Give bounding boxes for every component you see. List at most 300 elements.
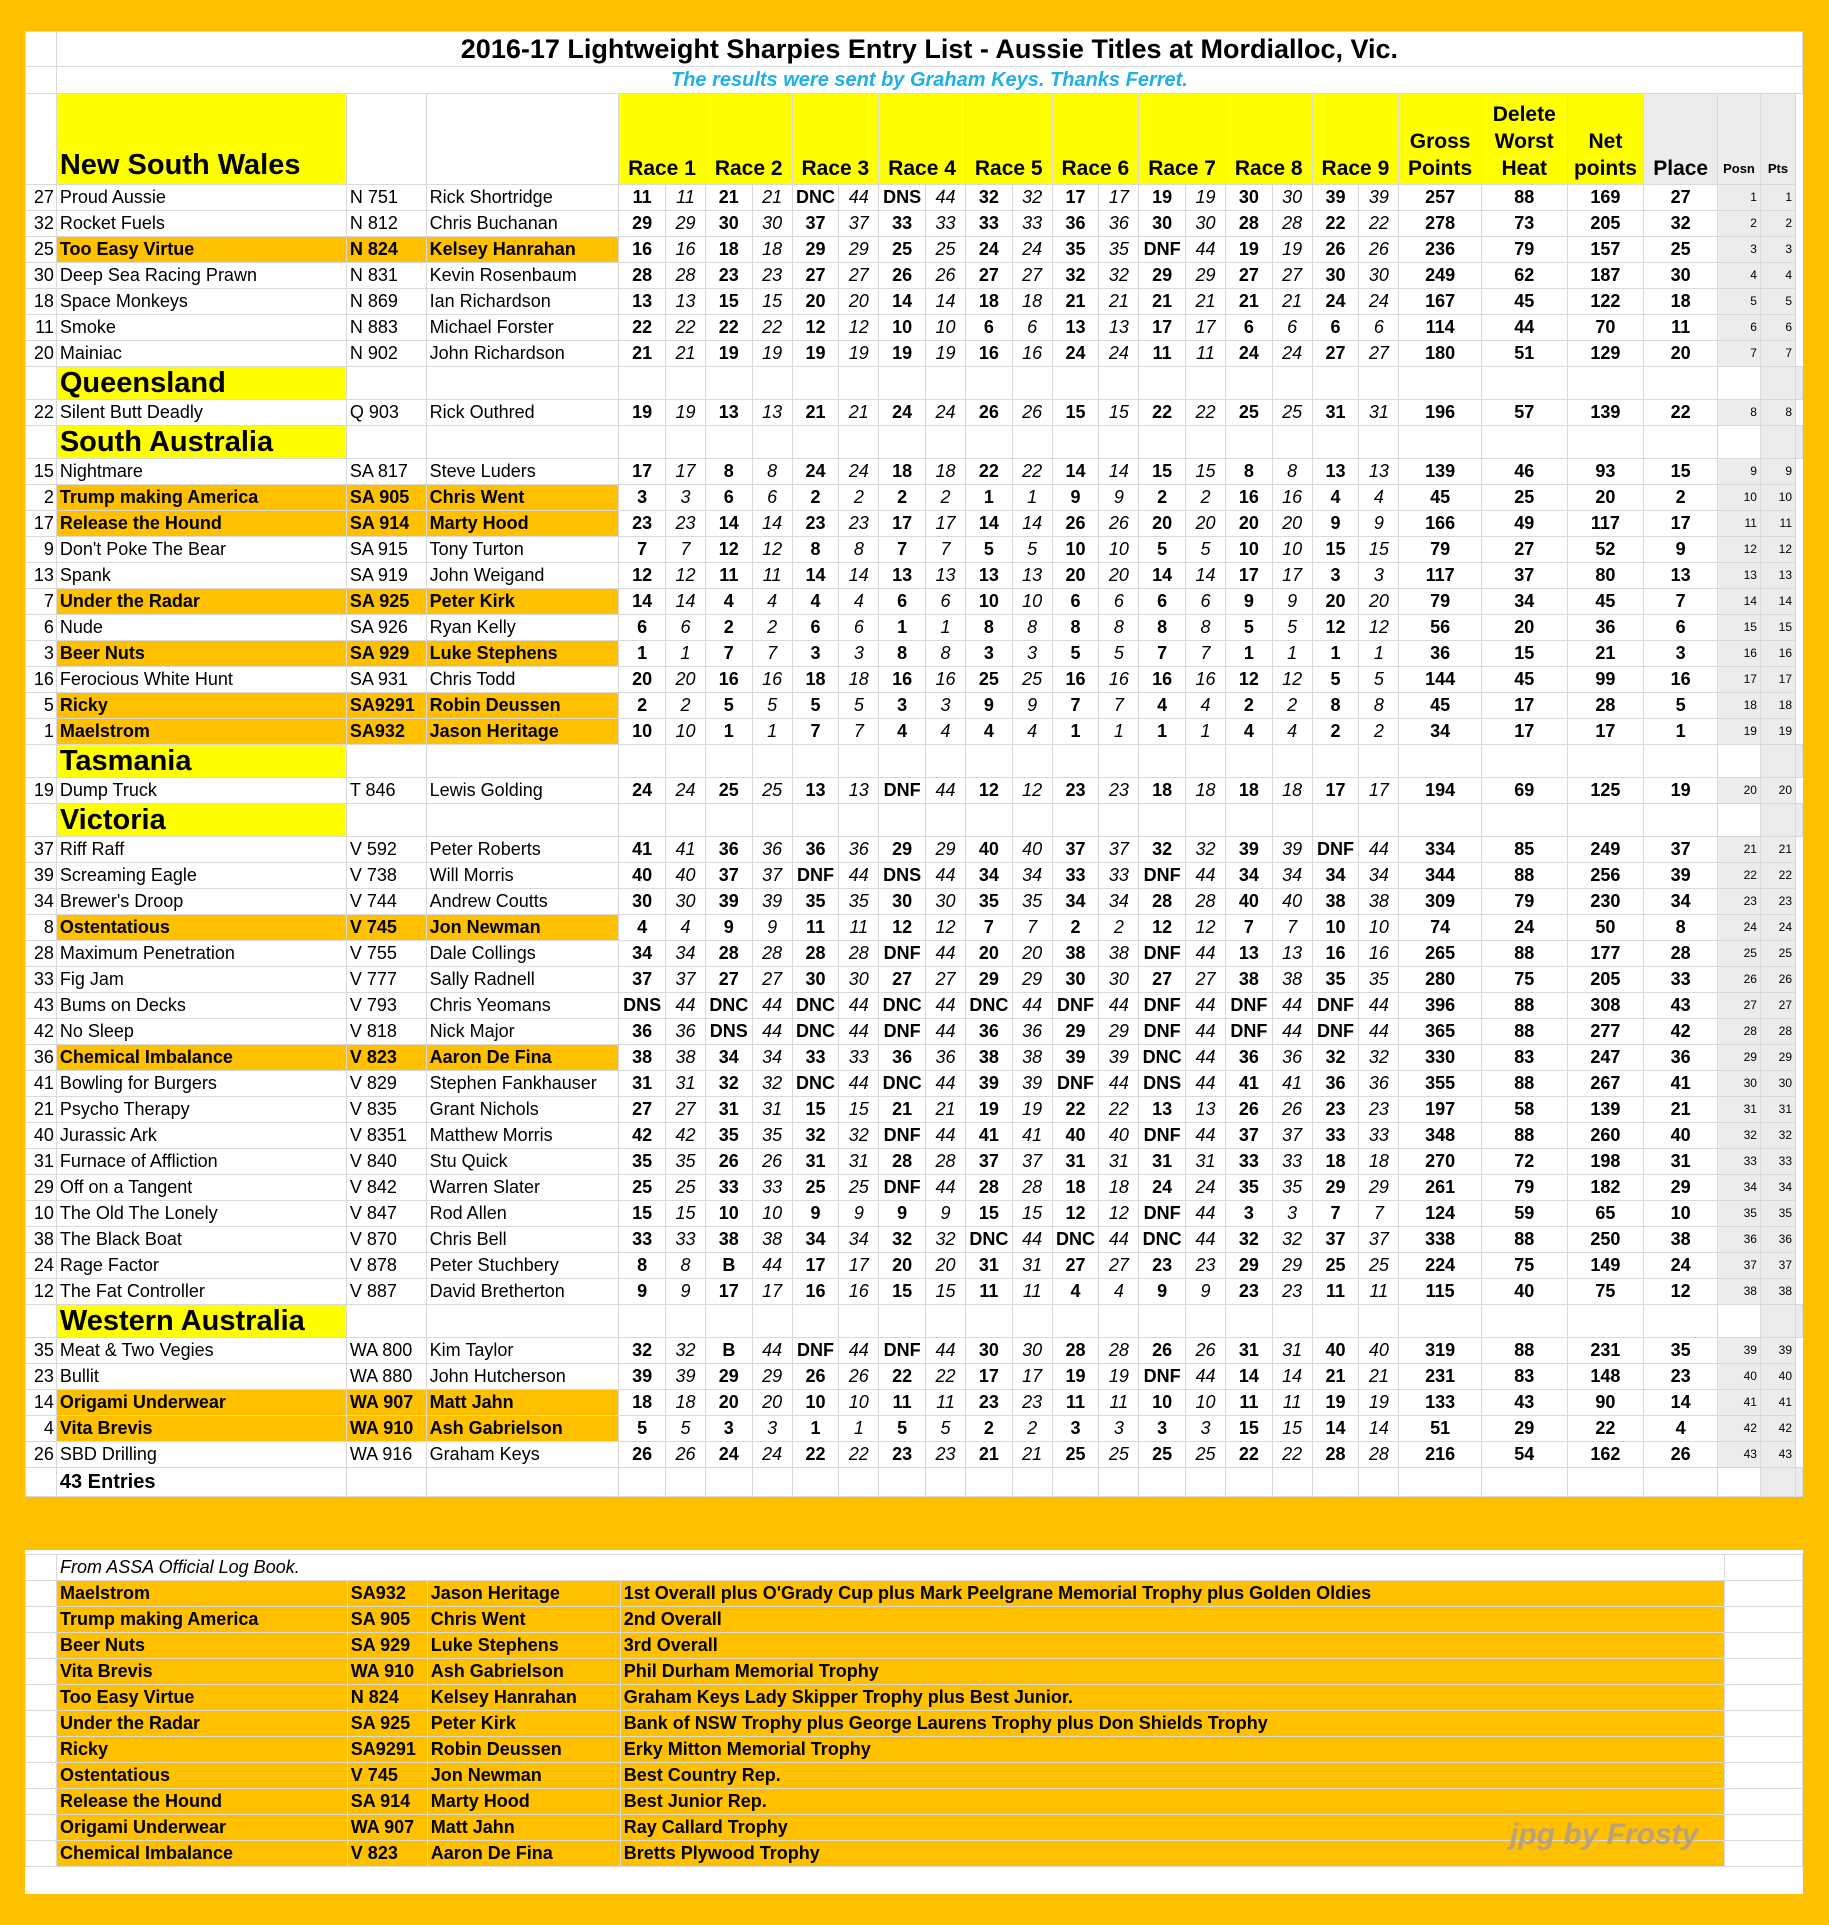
race-result: 4 [1225,719,1272,745]
race-points: 17 [1099,185,1139,211]
race-result: 30 [705,211,752,237]
race-result: DNF [1052,1071,1099,1097]
race-points: 2 [666,693,706,719]
race-result: 15 [705,289,752,315]
posn: 36 [1718,1227,1761,1253]
delete-worst-heat: 34 [1481,589,1567,615]
sail-number: N 812 [346,211,426,237]
race-points: 24 [1272,341,1312,367]
race-result: 15 [1139,459,1186,485]
race-points: 16 [1012,341,1052,367]
blank [1725,1737,1803,1763]
sail-number: SA 919 [346,563,426,589]
blank [346,1468,426,1497]
posn: 41 [1718,1390,1761,1416]
race-result: DNF [879,778,926,804]
race-points: 26 [839,1364,879,1390]
blank [26,1711,57,1737]
race-result: 28 [792,941,839,967]
blank [26,1685,57,1711]
race-result: 33 [879,211,926,237]
race-points: 5 [1012,537,1052,563]
race-result: 36 [792,837,839,863]
blank [1312,1468,1359,1497]
net-points: 139 [1567,400,1644,426]
award-name: Best Junior Rep. [620,1789,1724,1815]
place: 32 [1644,211,1718,237]
race-points: 34 [666,941,706,967]
race-result: 24 [1312,289,1359,315]
skipper-name: Peter Roberts [426,837,619,863]
race-result: 13 [1052,315,1099,341]
region-heading: Queensland [56,367,346,400]
race-result: 10 [1312,915,1359,941]
race-result: 9 [1225,589,1272,615]
net-points: 70 [1567,315,1644,341]
blank [839,1305,879,1338]
boat-number: 7 [26,589,57,615]
race-points: 21 [752,185,792,211]
blank [879,1305,926,1338]
boat-name: Ricky [56,693,346,719]
skipper-name: John Hutcherson [426,1364,619,1390]
delete-worst-heat: 88 [1481,1019,1567,1045]
race-result: 1 [1052,719,1099,745]
boat-name: Trump making America [56,485,346,511]
place: 42 [1644,1019,1718,1045]
race-result: 26 [705,1149,752,1175]
race-result: DNF [1312,1019,1359,1045]
blank [1760,745,1795,778]
blank [705,1468,752,1497]
race-result: 9 [1312,511,1359,537]
entry-row [26,315,1803,341]
pts: 12 [1760,537,1795,563]
blank [1481,426,1567,459]
blank [1567,1468,1644,1497]
blank [1760,1305,1795,1338]
entry-row [26,993,1803,1019]
race-points: 21 [1186,289,1226,315]
blank [965,745,1012,778]
race-points: 19 [752,341,792,367]
blank [965,1305,1012,1338]
award-boat: Under the Radar [56,1711,347,1737]
race-result: 18 [1225,778,1272,804]
blank [26,367,57,400]
boat-number: 40 [26,1123,57,1149]
skipper-name: Peter Stuchbery [426,1253,619,1279]
race-points: 33 [752,1175,792,1201]
race-points: 37 [839,211,879,237]
boat-name: Bowling for Burgers [56,1071,346,1097]
pts: 21 [1760,837,1795,863]
race-points: 25 [839,1175,879,1201]
race-points: 11 [752,563,792,589]
award-row [26,1581,1803,1607]
race-result: 40 [1052,1123,1099,1149]
entry-row [26,915,1803,941]
award-name: Phil Durham Memorial Trophy [620,1659,1724,1685]
race-points: 15 [1359,537,1399,563]
boat-number: 18 [26,289,57,315]
race-result: 27 [1139,967,1186,993]
race-result: 12 [619,563,666,589]
race-points: 8 [839,537,879,563]
blank [965,367,1012,400]
race-points: 7 [1012,915,1052,941]
race-result: 18 [792,667,839,693]
gross-points: 34 [1399,719,1482,745]
race-result: 28 [1139,889,1186,915]
race-result: 17 [792,1253,839,1279]
blank [1760,367,1795,400]
blank [752,1305,792,1338]
pts: 20 [1760,778,1795,804]
blank [346,1305,426,1338]
posn: 8 [1718,400,1761,426]
blank [1099,1468,1139,1497]
entry-row [26,1019,1803,1045]
delete-worst-heat: 88 [1481,1071,1567,1097]
race-result: 18 [1312,1149,1359,1175]
race-points: 3 [1186,1416,1226,1442]
race-points: 3 [752,1416,792,1442]
race-points: 36 [752,837,792,863]
race-points: 40 [666,863,706,889]
race-points: 26 [926,263,966,289]
gross-points: 216 [1399,1442,1482,1468]
race-points: 1 [1272,641,1312,667]
race-points: 7 [839,719,879,745]
race-points: 23 [1359,1097,1399,1123]
race-points: 14 [1099,459,1139,485]
race-points: 24 [1099,341,1139,367]
blank [666,1468,706,1497]
award-skipper: Matt Jahn [427,1815,620,1841]
race-result: DNC [1139,1045,1186,1071]
race-points: 34 [1012,863,1052,889]
race-points: 10 [1359,915,1399,941]
race-points: 15 [1012,1201,1052,1227]
race-result: 27 [879,967,926,993]
race-result: 5 [705,693,752,719]
posn: 24 [1718,915,1761,941]
blank [926,804,966,837]
sail-number: V 887 [346,1279,426,1305]
race-points: 15 [1272,1416,1312,1442]
entry-row [26,263,1803,289]
race-points: 6 [1359,315,1399,341]
blank [752,367,792,400]
race-points: 1 [1012,485,1052,511]
race-result: 23 [705,263,752,289]
sail-number: V 793 [346,993,426,1019]
net-points: 148 [1567,1364,1644,1390]
blank [1796,1305,1803,1338]
skipper-name: Matt Jahn [426,1390,619,1416]
race-result: 22 [1139,400,1186,426]
place: 40 [1644,1123,1718,1149]
race-points: 44 [926,1071,966,1097]
race-points: 4 [666,915,706,941]
award-boat: Beer Nuts [56,1633,347,1659]
sail-number: T 846 [346,778,426,804]
race-result: 36 [1052,211,1099,237]
sail-number: WA 916 [346,1442,426,1468]
region-heading: South Australia [56,426,346,459]
race-points: 37 [1012,1149,1052,1175]
boat-number: 15 [26,459,57,485]
race-points: 10 [839,1390,879,1416]
race-points: 44 [1186,1364,1226,1390]
race-points: 29 [666,211,706,237]
blank [1644,804,1718,837]
race-points: 25 [1186,1442,1226,1468]
blank [752,1468,792,1497]
race-points: 14 [666,589,706,615]
race-result: 23 [1052,778,1099,804]
title-row [26,32,1803,67]
race-result: 12 [1312,615,1359,641]
race-result: DNF [1139,1201,1186,1227]
race-points: 12 [1012,778,1052,804]
boat-number: 23 [26,1364,57,1390]
race-points: 32 [752,1071,792,1097]
race-result: 39 [1225,837,1272,863]
gross-points: 270 [1399,1149,1482,1175]
net-points: 122 [1567,289,1644,315]
race-points: 35 [1099,237,1139,263]
blank [26,1815,57,1841]
net-points: 247 [1567,1045,1644,1071]
race-points: 32 [1099,263,1139,289]
race-result: 5 [965,537,1012,563]
net-points: 308 [1567,993,1644,1019]
gross-points: 139 [1399,459,1482,485]
blank [619,426,666,459]
race-points: 44 [839,185,879,211]
award-row [26,1737,1803,1763]
blank [1186,745,1226,778]
race-result: 38 [1312,889,1359,915]
blank [26,1555,57,1581]
race-points: 31 [666,1071,706,1097]
race-points: 13 [839,778,879,804]
race-result: DNS [1139,1071,1186,1097]
race-result: 31 [1052,1149,1099,1175]
skipper-name: Kim Taylor [426,1338,619,1364]
race-result: 25 [965,667,1012,693]
race-points: 44 [1099,993,1139,1019]
gross-points: 257 [1399,185,1482,211]
race-points: 24 [752,1442,792,1468]
race-points: 33 [1012,211,1052,237]
posn: 25 [1718,941,1761,967]
blank [1225,804,1272,837]
race-result: 2 [965,1416,1012,1442]
race-result: 26 [792,1364,839,1390]
race-result: 31 [705,1097,752,1123]
boat-name: Smoke [56,315,346,341]
skipper-name: Nick Major [426,1019,619,1045]
delete-worst-heat: 88 [1481,863,1567,889]
race-points: 5 [666,1416,706,1442]
race-points: 44 [1359,1019,1399,1045]
race-points: 28 [666,263,706,289]
sail-number: V 878 [346,1253,426,1279]
boat-number: 32 [26,211,57,237]
race-points: 17 [1012,1364,1052,1390]
race-header: Race 4 [879,94,966,185]
race-points: 29 [1099,1019,1139,1045]
race-result: 35 [792,889,839,915]
boat-name: Bums on Decks [56,993,346,1019]
sail-number: SA9291 [346,693,426,719]
boat-name: Brewer's Droop [56,889,346,915]
delete-worst-heat: 51 [1481,341,1567,367]
race-result: 3 [965,641,1012,667]
race-points: 4 [1012,719,1052,745]
delete-worst-heat: 79 [1481,237,1567,263]
blank [1481,1305,1567,1338]
race-result: 28 [619,263,666,289]
race-result: DNS [705,1019,752,1045]
skipper-name: David Bretherton [426,1279,619,1305]
race-points: 24 [839,459,879,485]
sail-number: SA 914 [346,511,426,537]
entry-row [26,589,1803,615]
place: 34 [1644,889,1718,915]
place: 23 [1644,1364,1718,1390]
blank [26,1607,57,1633]
race-result: 1 [619,641,666,667]
blank [1186,367,1226,400]
race-result: 35 [1225,1175,1272,1201]
race-points: 20 [1186,511,1226,537]
region-heading: Western Australia [56,1305,346,1338]
race-points: 3 [839,641,879,667]
race-result: 22 [879,1364,926,1390]
section-row [26,1305,1803,1338]
race-result: 2 [705,615,752,641]
sail-number: SA 926 [346,615,426,641]
boat-number: 26 [26,1442,57,1468]
award-skipper: Aaron De Fina [427,1841,620,1867]
sail-number: SA932 [346,719,426,745]
place: 7 [1644,589,1718,615]
race-points: 37 [752,863,792,889]
race-points: 36 [1359,1071,1399,1097]
race-points: 27 [666,1097,706,1123]
boat-name: The Fat Controller [56,1279,346,1305]
race-result: DNF [1139,863,1186,889]
pts: 18 [1760,693,1795,719]
race-points: 7 [666,537,706,563]
race-result: 25 [619,1175,666,1201]
watermark: jpg by Frosty [1510,1818,1699,1851]
gross-points: 133 [1399,1390,1482,1416]
race-points: 14 [926,289,966,315]
race-result: 26 [879,263,926,289]
pts: 6 [1760,315,1795,341]
entry-row [26,511,1803,537]
race-result: 27 [1312,341,1359,367]
race-points: 3 [926,693,966,719]
blank [666,1305,706,1338]
race-result: 39 [1312,185,1359,211]
race-header: Race 8 [1225,94,1312,185]
award-skipper: Jason Heritage [427,1581,620,1607]
race-result: 17 [1139,315,1186,341]
race-result: 16 [965,341,1012,367]
race-result: 21 [619,341,666,367]
place: 18 [1644,289,1718,315]
pts: 5 [1760,289,1795,315]
race-points: 1 [1099,719,1139,745]
posn: 40 [1718,1364,1761,1390]
race-result: 2 [1139,485,1186,511]
race-points: 30 [1186,211,1226,237]
race-points: 4 [752,589,792,615]
pts: 9 [1760,459,1795,485]
entry-row [26,1227,1803,1253]
race-result: 36 [965,1019,1012,1045]
race-result: 40 [1225,889,1272,915]
race-result: DNC [879,1071,926,1097]
delete-worst-heat: 46 [1481,459,1567,485]
race-result: 14 [1139,563,1186,589]
race-result: 16 [705,667,752,693]
race-header: Race 2 [705,94,792,185]
award-name: Graham Keys Lady Skipper Trophy plus Best Junior. [620,1685,1724,1711]
net-points: 231 [1567,1338,1644,1364]
race-result: DNF [1139,237,1186,263]
race-result: 37 [619,967,666,993]
race-points: 10 [926,315,966,341]
race-result: 2 [619,693,666,719]
race-result: 19 [619,400,666,426]
boat-number: 10 [26,1201,57,1227]
race-points: 7 [1186,641,1226,667]
race-result: 12 [1139,915,1186,941]
race-points: 3 [1012,641,1052,667]
gross-points: 319 [1399,1338,1482,1364]
pts: 17 [1760,667,1795,693]
boat-number: 5 [26,693,57,719]
race-points: 44 [666,993,706,1019]
boat-number: 35 [26,1338,57,1364]
pts: 1 [1760,185,1795,211]
race-result: 4 [792,589,839,615]
race-result: DNF [1312,837,1359,863]
skipper-name: Lewis Golding [426,778,619,804]
sail-number: V 842 [346,1175,426,1201]
race-points: 22 [1099,1097,1139,1123]
blank [346,745,426,778]
race-result: 22 [619,315,666,341]
sail-number: V 592 [346,837,426,863]
race-result: 21 [1312,1364,1359,1390]
race-points: 14 [752,511,792,537]
race-result: 28 [1052,1338,1099,1364]
skipper-name: Chris Bell [426,1227,619,1253]
race-result: 4 [1139,693,1186,719]
race-result: 24 [792,459,839,485]
place: 28 [1644,941,1718,967]
race-result: 25 [1139,1442,1186,1468]
blank [1099,745,1139,778]
